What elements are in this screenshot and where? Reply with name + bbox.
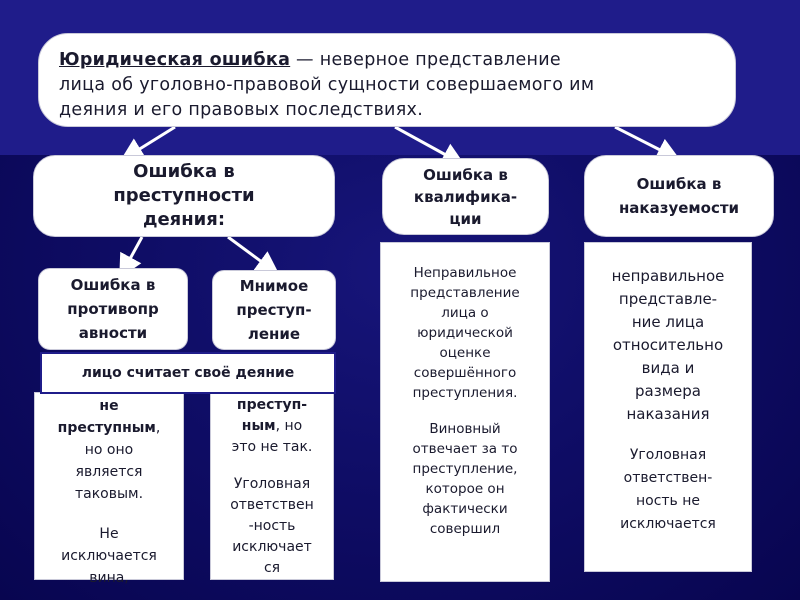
- imaginary-line: ся: [263, 560, 281, 576]
- qualification-line: преступление,: [412, 461, 518, 477]
- qualification-line: оценке: [439, 345, 491, 361]
- punishability-line: размера: [635, 382, 701, 400]
- unlawfulness-line: исключается: [61, 548, 157, 564]
- qualification-line: Виновный: [429, 421, 501, 437]
- definition-box: [38, 33, 736, 127]
- category-crime-line: деяния:: [142, 209, 226, 230]
- subcategory-imaginary-line: преступ-: [236, 301, 312, 319]
- unlawfulness-emph-tail: ,: [155, 420, 161, 436]
- punishability-description: [584, 242, 752, 572]
- banner-text: лицо считает своё деяние: [81, 365, 295, 381]
- category-qualification-line: квалифика-: [413, 187, 518, 206]
- imaginary-emph-2: ным: [241, 418, 276, 434]
- qualification-line: которое он: [425, 481, 505, 497]
- unlawfulness-emph-2: преступным: [57, 420, 156, 436]
- qualification-line: совершённого: [413, 365, 517, 381]
- category-punishability-line: наказуемости: [618, 199, 740, 217]
- imaginary-line: -ность: [248, 518, 296, 534]
- imaginary-emph-1: преступ-: [236, 397, 308, 413]
- punishability-line: неправильное: [611, 267, 725, 285]
- punishability-line: относительно: [612, 336, 724, 354]
- imaginary-emph-tail: , но: [275, 418, 303, 434]
- category-crime-line: Ошибка в: [133, 161, 235, 182]
- definition-text-2: лица об уголовно-правовой сущности совершаемого им: [59, 75, 595, 95]
- qualification-line: представление: [410, 285, 520, 301]
- category-qualification-line: ции: [449, 209, 482, 228]
- unlawfulness-line: является: [75, 464, 143, 480]
- unlawfulness-line: Не: [99, 526, 119, 542]
- qualification-line: отвечает за то: [412, 441, 518, 457]
- punishability-line: исключается: [620, 516, 716, 532]
- category-qualification-line: Ошибка в: [423, 165, 508, 184]
- subcategory-unlawfulness-line: авности: [78, 324, 148, 342]
- subcategory-imaginary-line: ление: [247, 325, 301, 343]
- punishability-line: вида и: [641, 359, 695, 377]
- unlawfulness-description: [34, 392, 184, 586]
- imaginary-line: исключает: [232, 539, 312, 555]
- unlawfulness-emph-1: не: [99, 398, 119, 414]
- category-qualification-box: [382, 158, 549, 235]
- category-crime-box: [33, 155, 335, 237]
- subcategory-imaginary-box: [212, 270, 336, 350]
- punishability-line: ответствен-: [623, 470, 713, 486]
- subcategory-unlawfulness-line: противопр: [67, 300, 159, 318]
- punishability-line: ность не: [635, 493, 701, 509]
- qualification-line: юридической: [417, 325, 513, 341]
- category-punishability-line: Ошибка в: [636, 175, 722, 193]
- arrow-to-imaginary: [228, 237, 270, 268]
- unlawfulness-line: но оно: [84, 442, 134, 458]
- punishability-line: Уголовная: [629, 447, 707, 463]
- imaginary-line: Уголовная: [233, 476, 311, 492]
- definition-term: Юридическая ошибка: [59, 50, 291, 70]
- imaginary-line: ответствен: [230, 497, 314, 513]
- imaginary-description: [210, 392, 334, 580]
- punishability-line: ние лица: [631, 313, 705, 331]
- qualification-line: лица о: [441, 305, 489, 321]
- qualification-line: преступления.: [412, 385, 518, 401]
- qualification-line: совершил: [429, 521, 501, 537]
- unlawfulness-line: таковым.: [74, 486, 144, 502]
- arrow-to-unlawfulness: [125, 237, 142, 268]
- category-punishability-box: [584, 155, 774, 237]
- qualification-line: фактически: [422, 501, 508, 517]
- subcategory-unlawfulness-line: Ошибка в: [70, 276, 156, 294]
- subcategory-unlawfulness-box: [38, 268, 188, 350]
- punishability-line: наказания: [626, 405, 710, 423]
- qualification-line: Неправильное: [413, 265, 517, 281]
- qualification-description: [380, 242, 550, 582]
- shared-banner: [40, 352, 336, 394]
- subcategory-imaginary-line: Мнимое: [239, 277, 309, 295]
- category-crime-line: преступности: [113, 185, 255, 206]
- definition-text-1: — неверное представление: [290, 50, 561, 70]
- definition-text-3: деяния и его правовых последствиях.: [59, 100, 424, 120]
- punishability-line: представле-: [618, 290, 718, 308]
- unlawfulness-line: вина,: [89, 570, 129, 586]
- imaginary-line: это не так.: [231, 439, 313, 455]
